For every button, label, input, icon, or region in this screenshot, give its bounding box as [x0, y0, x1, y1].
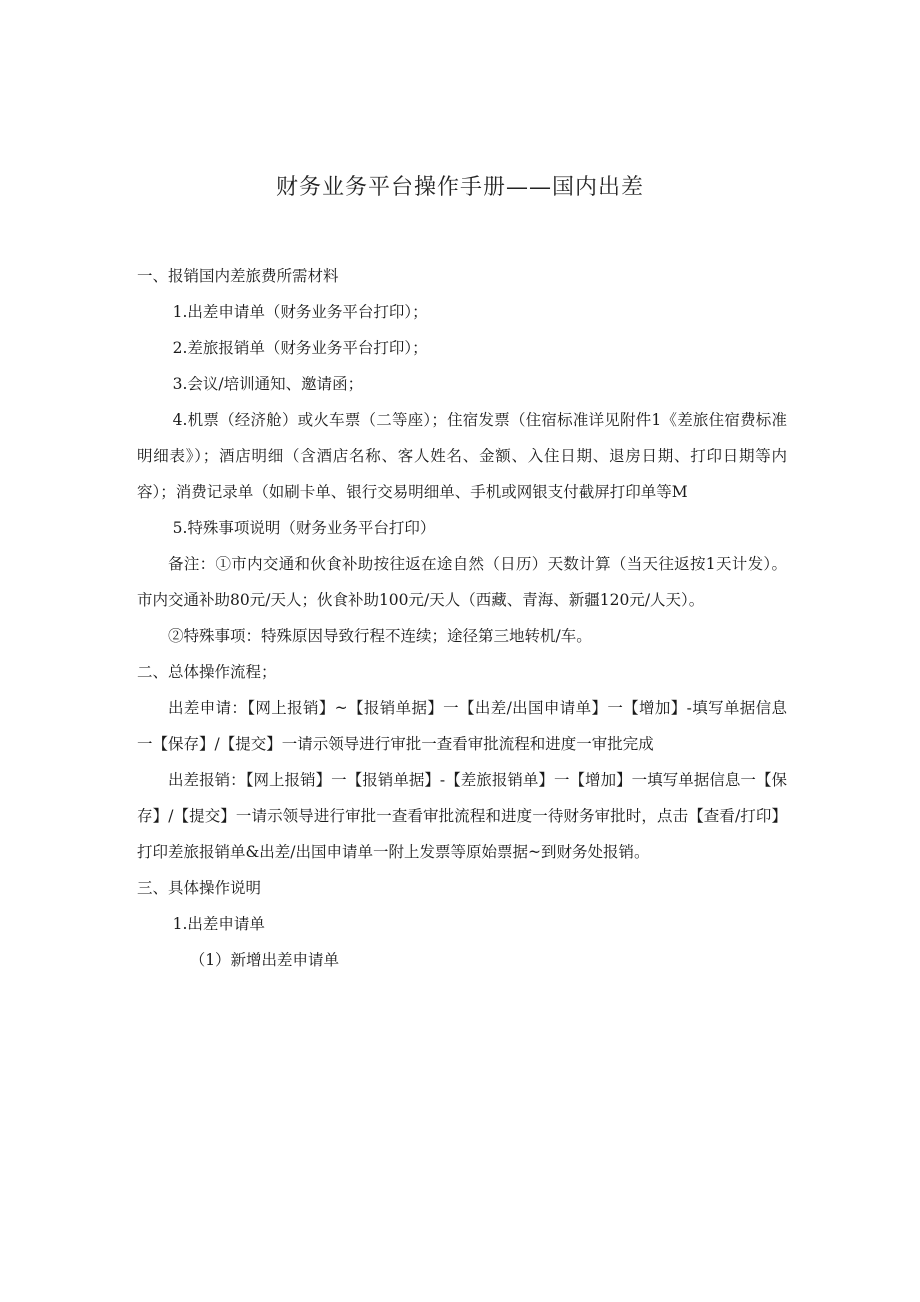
note-paragraph-2: ②特殊事项：特殊原因导致行程不连续；途径第三地转机/车。	[168, 627, 592, 645]
document-body	[137, 258, 787, 978]
material-item-5: 5.特殊事项说明（财务业务平台打印）	[172, 519, 436, 537]
material-item-2: 2.差旅报销单（财务业务平台打印）；	[172, 339, 428, 357]
flow-application: 出差申请：【网上报销】~【报销单据】一【出差/出国申请单】一【增加】-填写单据信息一【保存】/【提交】一请示领导进行审批一查看审批流程和进度一审批完成	[137, 699, 787, 753]
note-paragraph-1: 备注：①市内交通和伙食补助按往返在途自然（日历）天数计算（当天往返按1天计发）。市内交通补助80元/天人；伙食补助100元/天人（西藏、青海、新疆120元/人天）。	[137, 555, 787, 609]
material-item-1: 1.出差申请单（财务业务平台打印）；	[172, 303, 428, 321]
section2-heading: 二、总体操作流程；	[137, 663, 277, 681]
section1-heading: 一、报销国内差旅费所需材料	[137, 267, 339, 285]
operation-item-1: 1.出差申请单	[172, 915, 265, 933]
operation-subitem-1: （1）新增出差申请单	[189, 951, 340, 969]
material-item-4: 4.机票（经济舱）或火车票（二等座）；住宿发票（住宿标准详见附件1《差旅住宿费标准明细表》）；酒店明细（含酒店名称、客人姓名、金额、入住日期、退房日期、打印日期等内容）；消费记录单（如刷卡单、银行交易明细单、手机或网银支付截屏打印单等M	[137, 411, 787, 501]
document-title: 财务业务平台操作手册——国内出差	[275, 175, 644, 200]
material-item-3: 3.会议/培训通知、邀请函；	[172, 375, 364, 393]
section3-heading: 三、具体操作说明	[137, 879, 262, 897]
flow-reimbursement: 出差报销：【网上报销】一【报销单据】-【差旅报销单】一【增加】一填写单据信息一【保存】/【提交】一请示领导进行审批一查看审批流程和进度一待财务审批时，点击【查看/打印】打印差旅报销单&出差/出国申请单一附上发票等原始票据~到财务处报销。	[137, 771, 787, 861]
